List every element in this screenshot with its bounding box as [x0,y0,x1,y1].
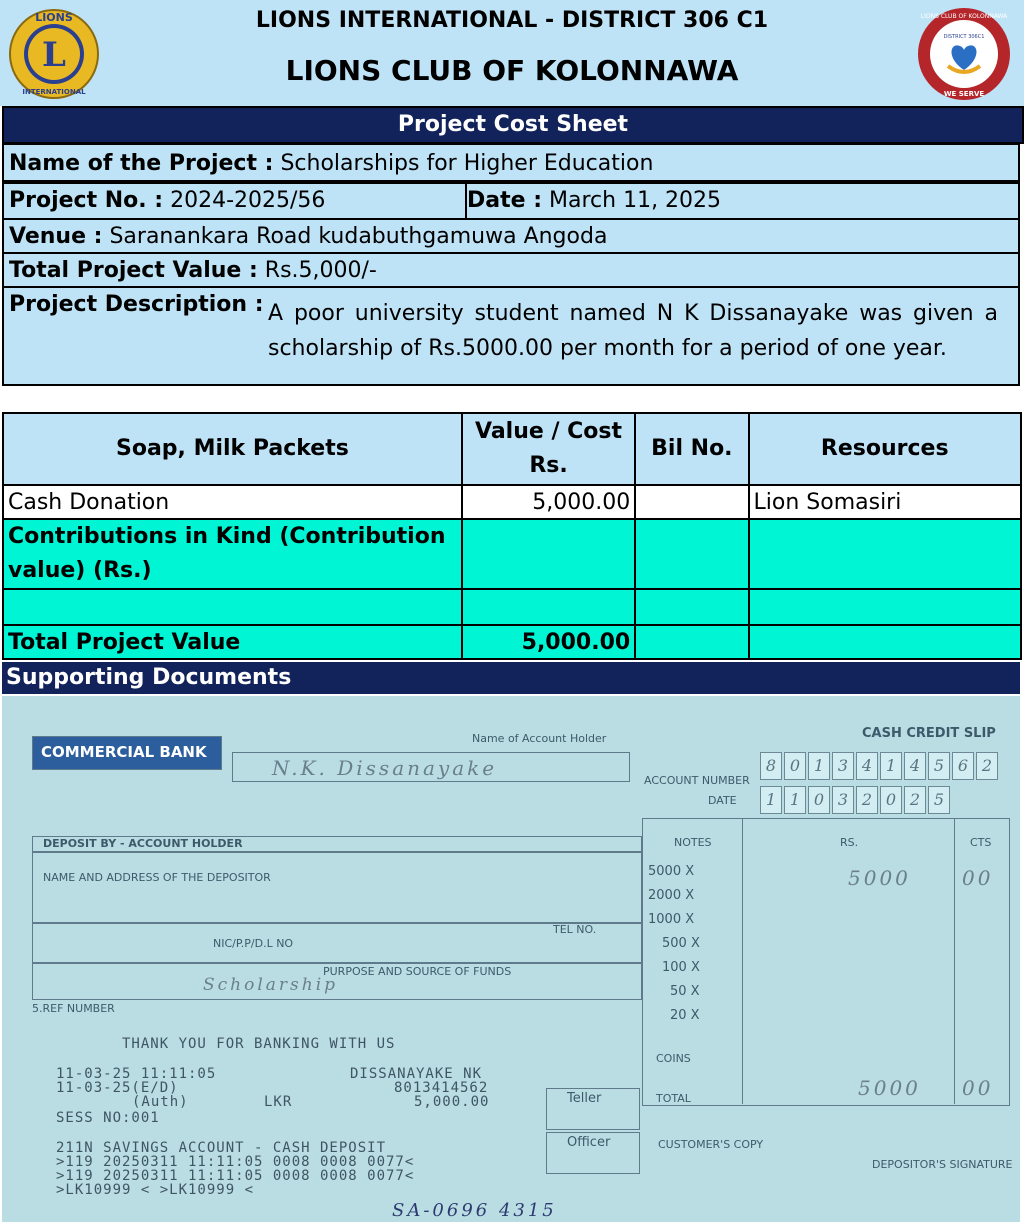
table-row [3,519,1021,589]
holder-handwritten: N.K. Dissanayake [272,756,498,780]
customer-copy-label: CUSTOMER'S COPY [658,1138,764,1151]
printout-line: THANK YOU FOR BANKING WITH US [122,1036,396,1052]
lions-international-logo [4,4,104,104]
nic-tel-box: NIC/P.P/D.L NO TEL NO. [32,922,642,964]
row-item [3,589,462,625]
project-value-label: Total Project Value : [9,258,258,283]
cts-label: CTS [970,836,992,849]
table-row [3,485,1021,519]
printout-line: >LK10999 < >LK10999 < [56,1182,255,1198]
club-kolonnawa-logo [916,6,1012,102]
project-no: 2024-2025/56 [170,188,326,213]
row-resource: Lion Somasiri [749,485,1022,519]
row-item: Contributions in Kind (Contribution value) (Rs.) [3,519,462,589]
svg-text:DISTRICT 306C1: DISTRICT 306C1 [943,34,985,40]
digit-box: 1 [880,752,902,780]
row-bill [635,485,748,519]
digit-box: 4 [904,752,926,780]
supporting-documents-title: Supporting Documents [2,662,1020,694]
venue: Saranankara Road kudabuthgamuwa Angoda [109,224,608,249]
denomination: 20 X [670,1008,700,1023]
project-name: Scholarships for Higher Education [280,151,654,176]
digit-box: 0 [880,786,902,814]
project-no-date-row [2,182,1020,220]
digit-box: 3 [832,752,854,780]
row-item: Cash Donation [3,485,462,519]
digit-box: 0 [808,786,830,814]
printout-line: SESS NO:001 [56,1110,160,1126]
bank-name: COMMERCIAL BANK [41,743,207,761]
denomination: 50 X [670,984,700,999]
printout-line: 5,000.00 [414,1094,490,1110]
svg-text:INTERNATIONAL: INTERNATIONAL [22,88,86,96]
cost-table-header [3,413,1021,485]
depositor-box: NAME AND ADDRESS OF THE DEPOSITOR [32,852,642,924]
row-bill [635,589,748,625]
col-value: Value / Cost Rs. [462,413,635,485]
bank-deposit-slip [2,696,1020,1222]
ref-label: 5.REF NUMBER [32,1002,115,1015]
project-date-label: Date : [467,188,543,213]
total-resource [749,625,1022,659]
digit-box: 3 [832,786,854,814]
sa-number-handwritten: SA-0696 4315 [392,1200,557,1221]
cents-handwritten: 00 [962,866,994,890]
digit-box: 4 [856,752,878,780]
cost-table [2,412,1022,660]
digit-box: 2 [976,752,998,780]
row-value [462,589,635,625]
coins-label: COINS [656,1052,691,1065]
project-name-label: Name of the Project : [9,151,274,176]
project-date-cell [462,184,1017,218]
project-name-row [2,143,1020,182]
digit-box: 1 [808,752,830,780]
club-title: LIONS CLUB OF KOLONNAWA [285,54,739,87]
printout-line: >119 20250311 11:11:05 0008 0008 0077< [56,1154,415,1170]
venue-label: Venue : [9,224,103,249]
total-label: Total Project Value [3,625,462,659]
printout-line: (Auth) [132,1094,189,1110]
project-description-label: Project Description : [9,292,264,317]
printout-line: 8013414562 [394,1080,489,1096]
col-resources: Resources [749,413,1022,485]
row-value: 5,000.00 [462,485,635,519]
project-no-cell [4,184,467,218]
denomination: 2000 X [648,888,695,903]
printout-line: >119 20250311 11:11:05 0008 0008 0077< [56,1168,415,1184]
total-row [3,625,1021,659]
denomination: 1000 X [648,912,695,927]
project-description-row [2,286,1020,386]
total-value: 5,000.00 [462,625,635,659]
table-row [3,589,1021,625]
project-date: March 11, 2025 [549,188,722,213]
account-label: ACCOUNT NUMBER [644,774,750,787]
purpose-box: PURPOSE AND SOURCE OF FUNDS Scholarship [32,962,642,1000]
printout-line: DISSANAYAKE NK [350,1066,483,1082]
row-resource [749,519,1022,589]
slip-title: CASH CREDIT SLIP [862,726,996,741]
row-bill [635,519,748,589]
printout-line: LKR [264,1094,293,1110]
row-resource [749,589,1022,625]
svg-text:LIONS CLUB OF KOLONNAWA: LIONS CLUB OF KOLONNAWA [920,13,1008,20]
denomination: 100 X [662,960,700,975]
col-item: Soap, Milk Packets [3,413,462,485]
digit-box: 5 [928,786,950,814]
venue-row [2,218,1020,254]
officer-box: Officer [546,1132,640,1174]
digit-box: 0 [784,752,806,780]
denomination: 500 X [662,936,700,951]
total-cents-handwritten: 00 [962,1076,994,1100]
holder-box [232,752,630,782]
svg-text:LIONS: LIONS [35,11,73,24]
printout-line: 211N SAVINGS ACCOUNT - CASH DEPOSIT [56,1140,387,1156]
rs-label: RS. [840,836,859,849]
project-description: A poor university student named N K Dissanayake was given a scholarship of Rs.5000.00 per month for a period of one year. [268,301,998,361]
sheet-title: Project Cost Sheet [2,106,1024,144]
svg-text:WE SERVE: WE SERVE [943,90,985,98]
holder-label: Name of Account Holder [472,732,607,745]
printout-line: 11-03-25 11:11:05 [56,1066,217,1082]
svg-text:L: L [42,35,66,75]
col-bill: Bil No. [635,413,748,485]
teller-box: Teller [546,1088,640,1130]
total-amount-handwritten: 5000 [858,1076,921,1100]
total-label: TOTAL [656,1092,691,1105]
printout-line: 11-03-25(E/D) [56,1080,179,1096]
digit-box: 1 [784,786,806,814]
project-value-row [2,252,1020,288]
row-value [462,519,635,589]
amount-handwritten: 5000 [848,866,911,890]
district-title: LIONS INTERNATIONAL - DISTRICT 306 C1 [255,8,769,33]
digit-box: 6 [952,752,974,780]
bank-logo [32,736,222,770]
digit-box: 1 [760,786,782,814]
notes-label: NOTES [674,836,712,849]
total-bill [635,625,748,659]
date-label: DATE [708,794,737,807]
letterhead [0,0,1024,106]
digit-box: 2 [856,786,878,814]
depositor-signature-label: DEPOSITOR'S SIGNATURE [872,1158,1013,1171]
digit-box: 8 [760,752,782,780]
digit-box: 2 [904,786,926,814]
digit-box: 5 [928,752,950,780]
deposit-by-row: DEPOSIT BY - ACCOUNT HOLDER [32,836,642,852]
project-no-label: Project No. : [9,188,164,213]
project-value: Rs.5,000/- [264,258,377,283]
denomination: 5000 X [648,864,695,879]
